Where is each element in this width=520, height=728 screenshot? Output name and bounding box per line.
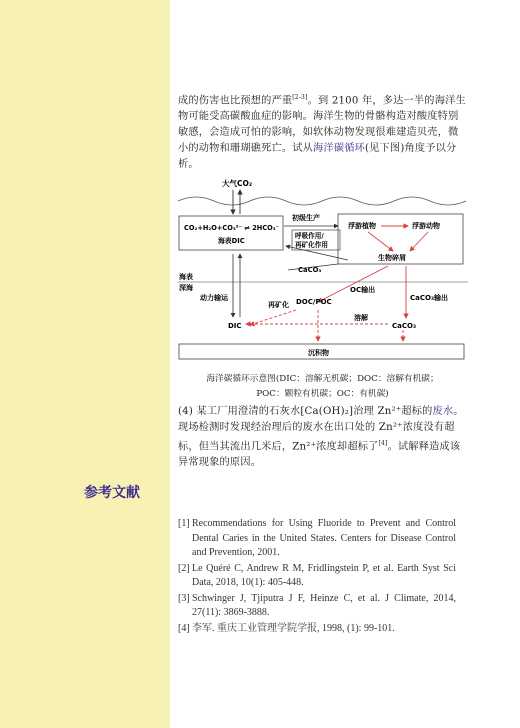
- arrow-oc-export: [318, 266, 388, 302]
- link-ocean-carbon-cycle[interactable]: 海洋碳循环: [313, 143, 365, 155]
- paragraph-question-4: [178, 404, 468, 471]
- citation-2-3[interactable]: [2-3]: [292, 94, 308, 101]
- link-wastewater[interactable]: 废水: [432, 406, 454, 417]
- remineralization-box-label: 再矿化作用: [295, 241, 328, 249]
- zooplankton-label: 浮游动物: [412, 222, 440, 230]
- reference-text: Le Quéré C, Andrew R M, Fridlingstein P, et al. Earth Syst Sci Data, 2018, 10(1): 405-448.: [192, 562, 456, 588]
- atmos-co2-label: 大气CO₂: [222, 179, 253, 188]
- dynamic-transport-label: 动力输运: [200, 294, 228, 302]
- respiration-label: 呼吸作用/: [295, 232, 324, 240]
- reference-item: [178, 592, 456, 621]
- doc-poc-label: DOC/POC: [296, 298, 332, 306]
- citation-4[interactable]: [4]: [378, 440, 388, 447]
- arrow-zoo-to-detritus: [410, 232, 428, 251]
- reference-number: [3]: [178, 592, 190, 604]
- caco3-deep-label: CaCO₃: [392, 322, 417, 330]
- dissolution-label: 溶解: [354, 314, 368, 322]
- para2-text-a: (4) 某工厂用澄清的石灰水[Ca(OH)₂]治理 Zn²⁺超标的: [178, 406, 433, 417]
- para2-text-c: 。试解释造成该异常现象的原因。: [178, 441, 461, 469]
- caco3-export-label: CaCO₃输出: [410, 294, 449, 302]
- sidebar-band: [0, 0, 170, 728]
- para1-text-a: 成的伤害也比预想的严重: [178, 95, 293, 107]
- arrow-phyto-to-detritus: [368, 232, 393, 251]
- detritus-label: 生物碎屑: [378, 254, 406, 262]
- para2-text-b: 。现场检测时发现经治理后的废水在出口处的 Zn²⁺浓度没有超标，但当其流出几米后，Zn²⁺浓度却超标了: [178, 406, 464, 453]
- caco3-surface-label: CaCO₃: [298, 266, 322, 274]
- caption-line-2: POC：颗粒有机碳；OC：有机碳): [256, 389, 389, 399]
- reference-text: Recommendations for Using Fluoride to Prevent and Control Dental Caries in the United States. Centers for Disease Control and Prevention, 2001.: [192, 518, 456, 558]
- references-heading: 参考文献: [84, 485, 140, 501]
- reference-text: 李军. 重庆工业管理学院学报, 1998, (1): 99-101.: [192, 622, 395, 634]
- primary-production-label: 初级生产: [292, 214, 320, 222]
- paragraph-ocean-acidification: [178, 90, 468, 173]
- phytoplankton-label: 浮游植物: [348, 222, 376, 230]
- diagram-caption: [170, 372, 475, 402]
- sediment-label: 沉积物: [308, 349, 329, 357]
- reference-list: [178, 517, 456, 637]
- remineralize-label: 再矿化: [268, 301, 289, 309]
- reference-item: [178, 622, 456, 637]
- para1-text-b: 。到 2100 年，多达一半的海洋生物可能受高碳酸血症的影响。海洋生物的骨骼构造对酸度特别敏感，会造成可怕的影响，如软体动物发现很难建造贝壳，微小的动物和珊瑚礁死亡。试从: [178, 95, 466, 155]
- oc-export-label: OC输出: [350, 286, 376, 294]
- reference-text: Schwinger J, Tjiputra J F, Heinze C, et al. J Climate, 2014, 27(11): 3869-3888.: [192, 592, 456, 618]
- reference-number: [2]: [178, 562, 190, 574]
- dic-deep-label: DIC: [228, 322, 242, 330]
- ocean-carbon-cycle-diagram: [178, 176, 468, 372]
- deep-ocean-label: 深海: [179, 284, 193, 292]
- reference-item: [178, 517, 456, 561]
- reference-number: [4]: [178, 622, 190, 634]
- carbonate-equation: CO₂+H₂O+CO₃²⁻ ⇌ 2HCO₃⁻: [184, 224, 280, 232]
- caption-line-1: 海洋碳循环示意图(DIC：溶解无机碳；DOC：溶解有机碳；: [206, 374, 439, 384]
- para1-text-c: (见下图)角度予以分析。: [178, 143, 457, 171]
- arrow-remineralize: [250, 310, 296, 325]
- ocean-surface-label: 海表: [179, 273, 193, 281]
- reference-item: [178, 562, 456, 591]
- surface-dic-label: 海表DIC: [218, 237, 245, 245]
- reference-number: [1]: [178, 518, 190, 529]
- ocean-wave-line: [178, 197, 466, 205]
